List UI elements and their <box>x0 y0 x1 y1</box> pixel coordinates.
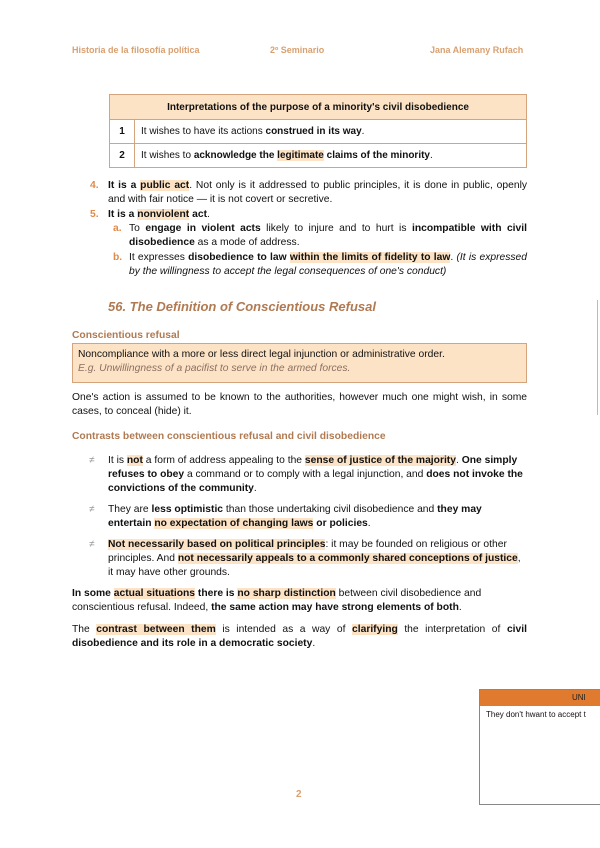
list-item-5b: b. It expresses disobedience to law within the limits of fidelity to law. (It is expressed by the willingness to accept the legal consequences of one's conduct) <box>113 252 527 277</box>
contrasts-heading: Contrasts between conscientious refusal and civil disobedience <box>72 431 386 442</box>
header-seminar: 2º Seminario <box>270 45 325 55</box>
definition-text: Noncompliance with a more or less direct legal injunction or administrative order. <box>78 349 445 360</box>
paragraph-contrast: The contrast between them is intended as a way of clarifying the interpretation of civil disobedience and its role in a democratic society. <box>72 624 527 649</box>
paragraph-no-distinction: In some actual situations there is no sharp distinction between civil disobedience and conscientious refusal. Indeed, the same action may have strong elements of both. <box>72 588 482 613</box>
section-title: 56. The Definition of Conscientious Refusal <box>108 299 376 314</box>
not-equal-icon: ≠ <box>89 539 95 550</box>
not-equal-icon: ≠ <box>89 504 95 515</box>
list-item-5a: a. To engage in violent acts likely to injure and to hurt is incompatible with civil disobedience as a mode of address. <box>113 223 527 248</box>
interpretations-table <box>109 94 527 168</box>
definition-box <box>72 343 527 383</box>
list-item-5: 5. It is a nonviolent act. <box>90 209 210 220</box>
list-item-4: 4. It is a public act. Not only is it addressed to public principles, it is done in public, openly and with fair notice — it is not covert or secretive. <box>90 180 528 205</box>
side-note-header: UNI <box>480 690 600 706</box>
not-equal-icon: ≠ <box>89 455 95 466</box>
header-author: Jana Alemany Rufach <box>430 45 524 55</box>
table-row: 2 It wishes to acknowledge the legitimate claims of the minority. <box>110 144 527 168</box>
side-note-box <box>479 689 600 805</box>
header-course: Historia de la filosofía política <box>72 45 200 55</box>
paragraph-known: One's action is assumed to be known to the authorities, however much one might wish, in some cases, to conceal (hide) it. <box>72 392 527 417</box>
page-number: 2 <box>296 789 302 800</box>
contrast-item-2: ≠ They are less optimistic than those undertaking civil disobedience and they may entertain no expectation of changing laws or policies. <box>89 504 482 529</box>
table-row: 1 It wishes to have its actions construed in its way. <box>110 120 527 144</box>
cr-heading: Conscientious refusal <box>72 330 180 341</box>
definition-example: E.g. Unwillingness of a pacifist to serve in the armed forces. <box>78 363 351 374</box>
side-note-text: They don't hwant to accept t <box>486 710 586 719</box>
contrast-item-1: ≠ It is not a form of address appealing to the sense of justice of the majority. One simply refuses to obey a command or to comply with a legal injunction, and does not invoke the convictions of the community. <box>89 455 523 494</box>
table-title: Interpretations of the purpose of a minority's civil disobedience <box>110 95 527 120</box>
contrast-item-3: ≠ Not necessarily based on political principles: it may be founded on religious or other principles. And not necessarily appeals to a commonly shared conceptions of justice, it may have other grounds. <box>89 539 521 578</box>
margin-line <box>597 300 598 415</box>
